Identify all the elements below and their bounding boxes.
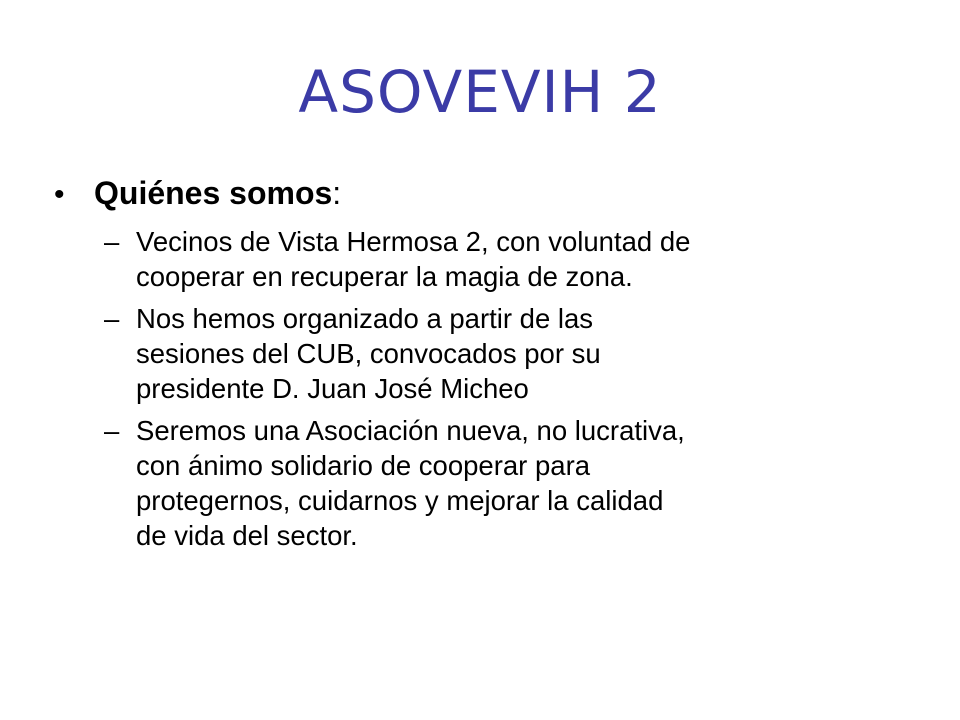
subitem-line: presidente D. Juan José Micheo <box>136 373 529 404</box>
subitem-line: Vecinos de Vista Hermosa 2, con voluntad de <box>136 226 691 257</box>
bullet-heading <box>94 170 341 216</box>
subitem-text <box>136 413 904 553</box>
subitem <box>104 224 904 294</box>
subitem-line: protegernos, cuidarnos y mejorar la calidad <box>136 485 664 516</box>
slide-title: ASOVEVIH 2 <box>298 58 662 126</box>
dash-marker: – <box>104 415 120 446</box>
subitem-line: de vida del sector. <box>136 520 358 551</box>
subitem-line: Seremos una Asociación nueva, no lucrativa, <box>136 415 685 446</box>
bullet-item <box>54 170 341 218</box>
bullet-heading-suffix: : <box>332 175 342 211</box>
subitem-line: con ánimo solidario de cooperar para <box>136 450 591 481</box>
subitem <box>104 413 904 553</box>
subitem-line: cooperar en recuperar la magia de zona. <box>136 261 633 292</box>
subitem-line: Nos hemos organizado a partir de las <box>136 303 594 334</box>
bullet-marker: • <box>54 178 65 211</box>
subitem-line: sesiones del CUB, convocados por su <box>136 338 601 369</box>
dash-marker: – <box>104 303 120 334</box>
subitem-list <box>104 224 904 560</box>
dash-marker: – <box>104 226 120 257</box>
subitem-text <box>136 224 904 294</box>
subitem <box>104 301 904 406</box>
subitem-text <box>136 301 904 406</box>
bullet-heading-text: Quiénes somos <box>94 175 333 211</box>
